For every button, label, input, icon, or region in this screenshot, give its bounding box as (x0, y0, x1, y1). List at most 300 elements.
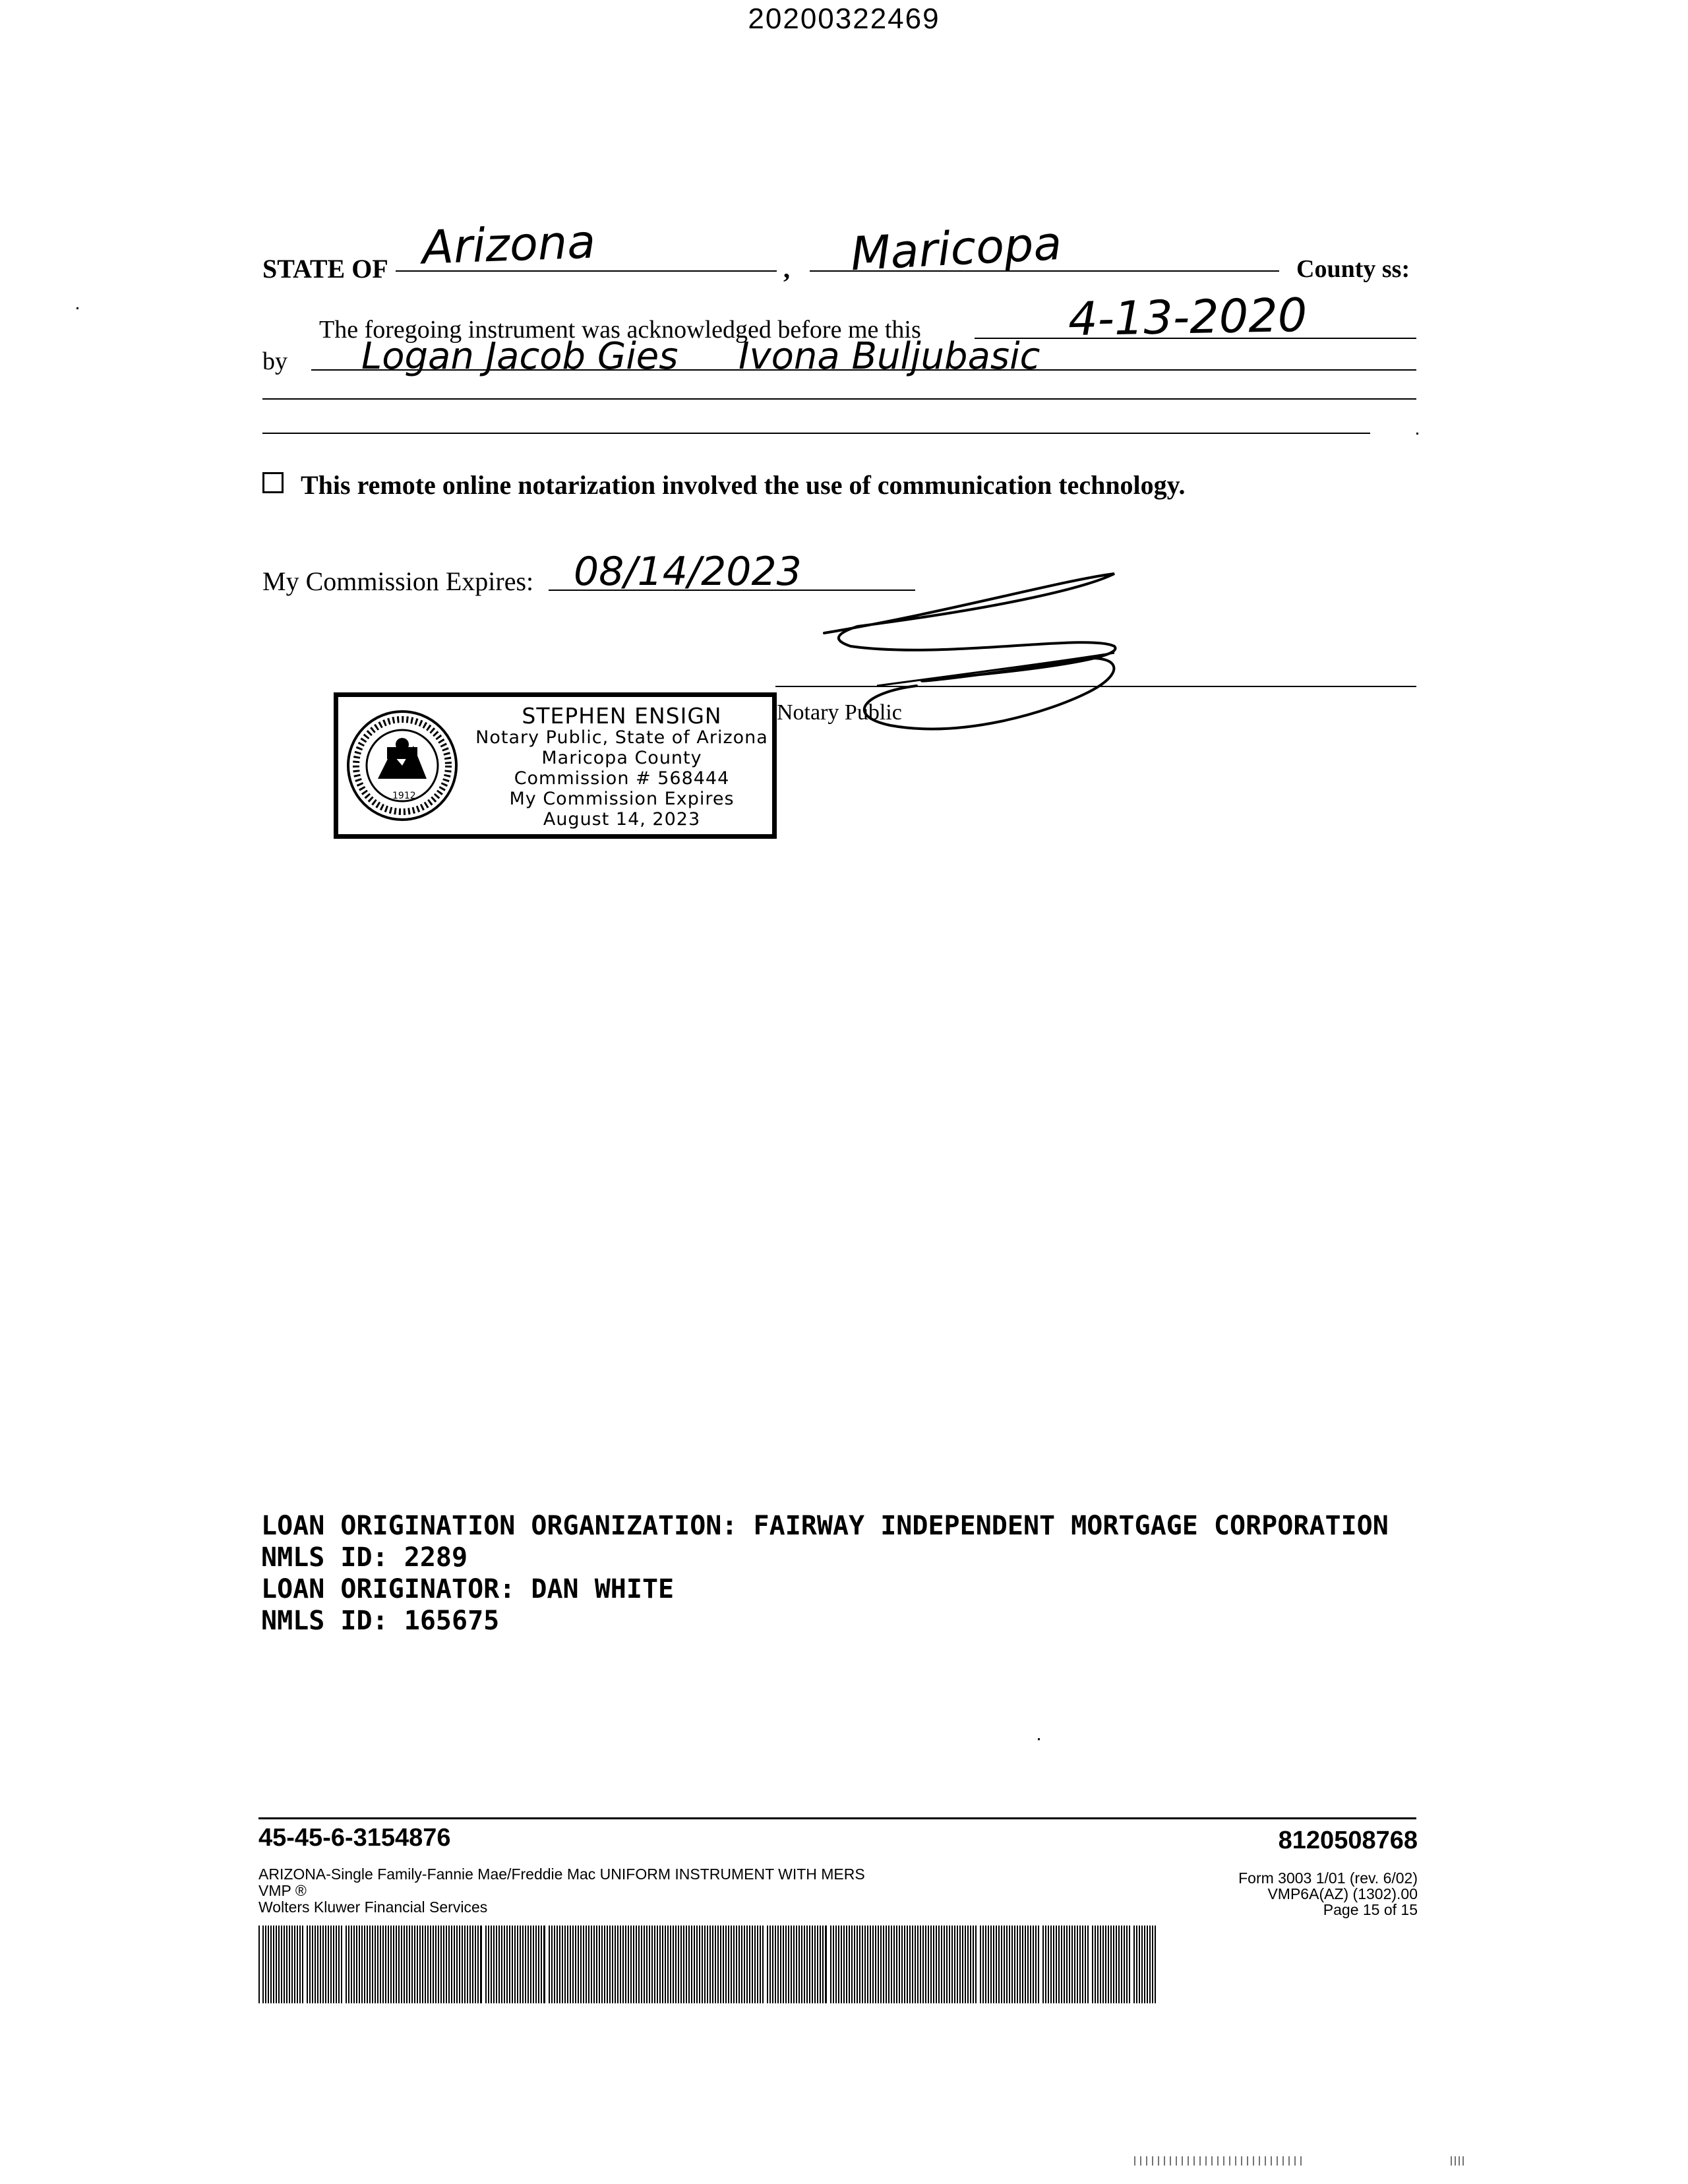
barcode-bar (356, 1926, 357, 2003)
barcode-bar (993, 1926, 994, 2003)
barcode-bar (938, 1926, 940, 2003)
barcode-bar (593, 1926, 595, 2003)
barcode-bar (796, 1926, 797, 2003)
barcode-bar (258, 1926, 260, 2003)
barcode-bar (630, 1926, 632, 2003)
barcode-bar (851, 1926, 853, 2003)
barcode-bar (281, 1926, 282, 2003)
barcode-bar (1136, 1926, 1137, 2003)
barcode-bar (380, 1926, 381, 2003)
barcode-bar (417, 1926, 418, 2003)
barcode-bar (382, 1926, 384, 2003)
barcode-bar (694, 1926, 695, 2003)
barcode-bar (351, 1926, 352, 2003)
barcode-bar (762, 1926, 764, 2003)
barcode-bar (307, 1926, 308, 2003)
barcode-bar (657, 1926, 658, 2003)
barcode-bar (469, 1926, 471, 2003)
barcode-bar (912, 1926, 913, 2003)
barcode-bar (612, 1926, 613, 2003)
form-number: Form 3003 1/01 (rev. 6/02) (1238, 1869, 1418, 1887)
barcode-bar (557, 1926, 558, 2003)
barcode-bar (878, 1926, 879, 2003)
barcode-bar (1141, 1926, 1143, 2003)
barcode-bar (419, 1926, 421, 2003)
barcode-bar (1022, 1926, 1023, 2003)
barcode-bar (430, 1926, 431, 2003)
barcode-bar (641, 1926, 642, 2003)
barcode-bar (752, 1926, 753, 2003)
stamp-line-expires-date: August 14, 2023 (543, 809, 701, 830)
barcode-bar (1121, 1926, 1122, 2003)
barcode-bar (1053, 1926, 1054, 2003)
barcode-bar (633, 1926, 634, 2003)
barcode-bar (817, 1926, 818, 2003)
barcode-bar (1064, 1926, 1065, 2003)
barcode-bar (1129, 1926, 1130, 2003)
barcode-bar (760, 1926, 761, 2003)
seal-year: 1912 (392, 791, 416, 801)
barcode-bar (359, 1926, 360, 2003)
barcode-bar (1147, 1926, 1148, 2003)
barcode-bar (959, 1926, 961, 2003)
barcode-bar (917, 1926, 919, 2003)
barcode-bar (1017, 1926, 1018, 2003)
barcode-bar (691, 1926, 692, 2003)
barcode-bar (570, 1926, 571, 2003)
barcode-bar (427, 1926, 429, 2003)
barcode-bar (954, 1926, 955, 2003)
barcode-bar (870, 1926, 871, 2003)
barcode-bar (875, 1926, 876, 2003)
form-description (258, 1866, 865, 1916)
barcode-bar (309, 1926, 311, 2003)
barcode-bar (696, 1926, 698, 2003)
barcode-bar (1113, 1926, 1114, 2003)
barcode-bar (883, 1926, 884, 2003)
barcode-bar (683, 1926, 684, 2003)
barcode-bar (559, 1926, 560, 2003)
barcode-bar (364, 1926, 365, 2003)
barcode-bar (1006, 1926, 1008, 2003)
date-handwritten: 4-13-2020 (1068, 288, 1308, 347)
barcode-bar (951, 1926, 953, 2003)
barcode-bar (333, 1926, 334, 2003)
barcode-bar (496, 1926, 497, 2003)
barcode-bar (988, 1926, 989, 2003)
barcode-bar (654, 1926, 655, 2003)
barcode-bar (1011, 1926, 1013, 2003)
barcode-bar (1149, 1926, 1151, 2003)
barcode-bar (488, 1926, 489, 2003)
barcode-bar (433, 1926, 434, 2003)
barcode-bar (723, 1926, 724, 2003)
barcode-bar (294, 1926, 295, 2003)
barcode-bar (448, 1926, 450, 2003)
blank-line-2 (262, 433, 1370, 434)
barcode-bar (485, 1926, 487, 2003)
barcode-bar (1108, 1926, 1109, 2003)
barcode-bar (854, 1926, 855, 2003)
barcode-bar (949, 1926, 950, 2003)
barcode-bar (936, 1926, 937, 2003)
barcode-bar (1087, 1926, 1089, 2003)
barcode-bar (880, 1926, 882, 2003)
acknowledgment-text: The foregoing instrument was acknowledged before me this (319, 316, 921, 344)
barcode-bar (777, 1926, 779, 2003)
barcode-bar (728, 1926, 729, 2003)
barcode-bar (825, 1926, 827, 2003)
barcode-bar (440, 1926, 442, 2003)
barcode-bar (904, 1926, 905, 2003)
barcode-bar (353, 1926, 355, 2003)
barcode-bar (580, 1926, 582, 2003)
form-code: VMP6A(AZ) (1302).00 (1267, 1885, 1418, 1902)
barcode-bar (586, 1926, 587, 2003)
barcode-bar (1035, 1926, 1037, 2003)
recording-number: 20200322469 (748, 3, 940, 35)
barcode-bar (467, 1926, 468, 2003)
barcode-bar (322, 1926, 324, 2003)
barcode-bar (1105, 1926, 1106, 2003)
barcode-bar (975, 1926, 977, 2003)
barcode-bar (276, 1926, 277, 2003)
barcode-bar (459, 1926, 460, 2003)
barcode-bar (588, 1926, 589, 2003)
barcode-bar (422, 1926, 423, 2003)
barcode-bar (767, 1926, 768, 2003)
notary-signature (811, 561, 1154, 772)
barcode-bar (644, 1926, 645, 2003)
barcode-bar (338, 1926, 340, 2003)
barcode-bar (1085, 1926, 1086, 2003)
barcode-bar (1014, 1926, 1015, 2003)
barcode-bar (525, 1926, 526, 2003)
barcode-bar (662, 1926, 663, 2003)
barcode-bar (414, 1926, 415, 2003)
barcode-bar (717, 1926, 719, 2003)
barcode-bar (1033, 1926, 1034, 2003)
barcode-bar (607, 1926, 608, 2003)
county-ss-label: County ss: (1296, 255, 1410, 283)
loan-info-block (261, 1510, 1389, 1637)
commission-handwritten: 08/14/2023 (574, 549, 802, 595)
barcode-bar (899, 1926, 900, 2003)
footer-rule (258, 1817, 1416, 1819)
barcode-bar (1100, 1926, 1101, 2003)
barcode-bar (315, 1926, 316, 2003)
barcode-bar (925, 1926, 926, 2003)
barcode-bar (709, 1926, 711, 2003)
barcode-bar (1027, 1926, 1029, 2003)
barcode-bar (772, 1926, 773, 2003)
barcode-bar (1095, 1926, 1096, 2003)
barcode-bar (1004, 1926, 1005, 2003)
barcode-bar (1144, 1926, 1145, 2003)
barcode-bar (411, 1926, 413, 2003)
barcode-bar (369, 1926, 371, 2003)
barcode-bar (707, 1926, 708, 2003)
barcode-bar (464, 1926, 466, 2003)
barcode-bar (646, 1926, 648, 2003)
barcode-bar (1155, 1926, 1156, 2003)
barcode-bar (1001, 1926, 1002, 2003)
barcode-bar (636, 1926, 637, 2003)
loan-originator: LOAN ORIGINATOR: DAN WHITE (261, 1574, 675, 1604)
barcode-bar (941, 1926, 942, 2003)
barcode-bar (328, 1926, 329, 2003)
barcode-bar (659, 1926, 661, 2003)
barcode-bar (1025, 1926, 1026, 2003)
barcode-bar (1110, 1926, 1112, 2003)
barcode-bar (512, 1926, 513, 2003)
barcode-bar (1045, 1926, 1046, 2003)
barcode-bar (375, 1926, 376, 2003)
barcode-bar (504, 1926, 505, 2003)
barcode-bar (864, 1926, 866, 2003)
barcode-bar (775, 1926, 776, 2003)
barcode-bar (1050, 1926, 1052, 2003)
comma: , (783, 254, 790, 284)
barcode-bar (367, 1926, 368, 2003)
barcode-bar (788, 1926, 789, 2003)
barcode-bar (628, 1926, 629, 2003)
barcode-bar (967, 1926, 969, 2003)
barcode-bar (928, 1926, 929, 2003)
barcode-bar (520, 1926, 521, 2003)
barcode-bar (385, 1926, 386, 2003)
stamp-line-commission: Commission # 568444 (514, 768, 730, 789)
barcode-bar (393, 1926, 394, 2003)
barcode-bar (601, 1926, 603, 2003)
barcode-bar (649, 1926, 650, 2003)
barcode-bar (498, 1926, 500, 2003)
barcode-bar (970, 1926, 971, 2003)
barcode-bar (477, 1926, 479, 2003)
scan-speck (76, 307, 78, 309)
barcode-bar (699, 1926, 700, 2003)
publisher: Wolters Kluwer Financial Services (258, 1898, 488, 1916)
stamp-line-title: Notary Public, State of Arizona (475, 727, 768, 748)
barcode-bar (454, 1926, 455, 2003)
barcode-bar (551, 1926, 553, 2003)
barcode-bar (396, 1926, 397, 2003)
barcode-bar (1116, 1926, 1117, 2003)
barcode-bar (346, 1926, 347, 2003)
barcode-bar (325, 1926, 326, 2003)
barcode-bar (456, 1926, 458, 2003)
barcode-bar (893, 1926, 895, 2003)
barcode-bar (862, 1926, 863, 2003)
barcode-bar (744, 1926, 745, 2003)
barcode-bar (965, 1926, 966, 2003)
barcode-bar (406, 1926, 407, 2003)
barcode-bar (651, 1926, 653, 2003)
barcode-bar (944, 1926, 945, 2003)
barcode-bar (578, 1926, 579, 2003)
barcode-bar (841, 1926, 842, 2003)
barcode-bar (793, 1926, 795, 2003)
barcode-bar (849, 1926, 850, 2003)
barcode-bar (741, 1926, 742, 2003)
barcode-bar (446, 1926, 447, 2003)
barcode-bar (712, 1926, 713, 2003)
barcode-bar (680, 1926, 682, 2003)
barcode-bar (638, 1926, 640, 2003)
state-handwritten: Arizona (421, 214, 597, 275)
barcode-bar (462, 1926, 463, 2003)
barcode-bar (1069, 1926, 1070, 2003)
barcode-bar (1019, 1926, 1021, 2003)
barcode-bar (541, 1926, 542, 2003)
stamp-line-expires-label: My Commission Expires (509, 789, 735, 809)
state-of-label: STATE OF (262, 254, 388, 284)
barcode-bar (372, 1926, 373, 2003)
barcode-bar (443, 1926, 444, 2003)
barcode-bar (812, 1926, 813, 2003)
barcode-bar (857, 1926, 858, 2003)
barcode-bar (1038, 1926, 1039, 2003)
barcode-bar (667, 1926, 669, 2003)
barcode-bar (1042, 1926, 1044, 2003)
barcode-bar (1092, 1926, 1093, 2003)
barcode-bar (609, 1926, 611, 2003)
barcode-bar (554, 1926, 555, 2003)
barcode-bar (746, 1926, 748, 2003)
scan-speck (1416, 433, 1418, 435)
barcode-bar (265, 1926, 266, 2003)
barcode-bar (270, 1926, 272, 2003)
barcode-bar (888, 1926, 889, 2003)
barcode-bar (715, 1926, 716, 2003)
barcode-bar (1058, 1926, 1060, 2003)
barcode-bar (435, 1926, 437, 2003)
barcode-bar (901, 1926, 903, 2003)
loan-number: 45-45-6-3154876 (258, 1824, 451, 1852)
barcode-bar (1133, 1926, 1135, 2003)
barcode-bar (1009, 1926, 1010, 2003)
barcode-bar (738, 1926, 740, 2003)
barcode-bar (620, 1926, 621, 2003)
signer-1-handwritten: Logan Jacob Gies (361, 335, 678, 378)
barcode-bar (401, 1926, 402, 2003)
barcode-bar (702, 1926, 703, 2003)
barcode-bar (289, 1926, 290, 2003)
scan-speck (1038, 1738, 1040, 1740)
barcode-bar (1030, 1926, 1031, 2003)
barcode-bar (830, 1926, 831, 2003)
barcode-bar (330, 1926, 332, 2003)
barcode-bar (814, 1926, 816, 2003)
barcode-bar (273, 1926, 274, 2003)
barcode-bar (390, 1926, 392, 2003)
barcode-bar (846, 1926, 847, 2003)
barcode-bar (843, 1926, 845, 2003)
barcode-bar (1118, 1926, 1120, 2003)
barcode-bar (409, 1926, 410, 2003)
barcode-bar (398, 1926, 400, 2003)
barcode-bar (438, 1926, 439, 2003)
barcode-bar (833, 1926, 834, 2003)
barcode-bar (562, 1926, 563, 2003)
barcode-bar (754, 1926, 756, 2003)
barcode-bar (704, 1926, 706, 2003)
barcode-bar (835, 1926, 837, 2003)
barcode-bar (302, 1926, 303, 2003)
barcode-bar (980, 1926, 981, 2003)
barcode-bar (783, 1926, 784, 2003)
remote-notarization-checkbox[interactable] (262, 472, 284, 493)
barcode-bar (475, 1926, 476, 2003)
barcode-bar (336, 1926, 337, 2003)
barcode-bar (388, 1926, 389, 2003)
blank-line-1 (262, 398, 1416, 400)
barcode-bar (543, 1926, 545, 2003)
barcode-bar (604, 1926, 605, 2003)
barcode-bar (1071, 1926, 1073, 2003)
county-handwritten: Maricopa (849, 216, 1064, 282)
notary-public-label: Notary Public (777, 700, 902, 725)
barcode-bar (872, 1926, 874, 2003)
barcode-bar (915, 1926, 916, 2003)
barcode-bar (769, 1926, 771, 2003)
barcode-bar (549, 1926, 550, 2003)
barcode-bar (564, 1926, 566, 2003)
barcode-bar (673, 1926, 674, 2003)
barcode-bar (491, 1926, 492, 2003)
barcode-bar (791, 1926, 792, 2003)
originator-nmls-id: NMLS ID: 165675 (261, 1606, 500, 1636)
remote-notarization-label: This remote online notarization involved the use of communication technology. (301, 470, 1186, 500)
barcode-bar (838, 1926, 839, 2003)
barcode-bar (299, 1926, 301, 2003)
barcode-bar (451, 1926, 452, 2003)
barcode-bar (291, 1926, 293, 2003)
stamp-line-county: Maricopa County (541, 748, 702, 768)
barcode-bar (425, 1926, 426, 2003)
barcode-bar (514, 1926, 516, 2003)
barcode-bar (538, 1926, 539, 2003)
barcode-bar (990, 1926, 992, 2003)
barcode-bar (731, 1926, 732, 2003)
barcode-bar (749, 1926, 750, 2003)
barcode-bar (572, 1926, 574, 2003)
barcode-bar (625, 1926, 626, 2003)
barcode-bar (317, 1926, 318, 2003)
barcode-bar (284, 1926, 285, 2003)
barcode-bar (1126, 1926, 1128, 2003)
commission-expires-label: My Commission Expires: (262, 566, 534, 596)
by-label: by (262, 348, 287, 375)
barcode-bar (1079, 1926, 1081, 2003)
barcode-bar (733, 1926, 735, 2003)
barcode-bar (509, 1926, 510, 2003)
barcode-bar (799, 1926, 800, 2003)
barcode-bar (361, 1926, 363, 2003)
barcode-bar (501, 1926, 502, 2003)
barcode-bar (262, 1926, 264, 2003)
barcode-bar (617, 1926, 618, 2003)
barcode-bar (720, 1926, 721, 2003)
document-id: 8120508768 (1278, 1827, 1418, 1854)
barcode-bar (973, 1926, 974, 2003)
barcode-bar (615, 1926, 616, 2003)
barcode-bar (922, 1926, 924, 2003)
notary-stamp (334, 692, 777, 839)
signer-2-handwritten: Ivona Buljubasic (738, 335, 1040, 378)
barcode-bar (675, 1926, 677, 2003)
barcode-bar (933, 1926, 934, 2003)
